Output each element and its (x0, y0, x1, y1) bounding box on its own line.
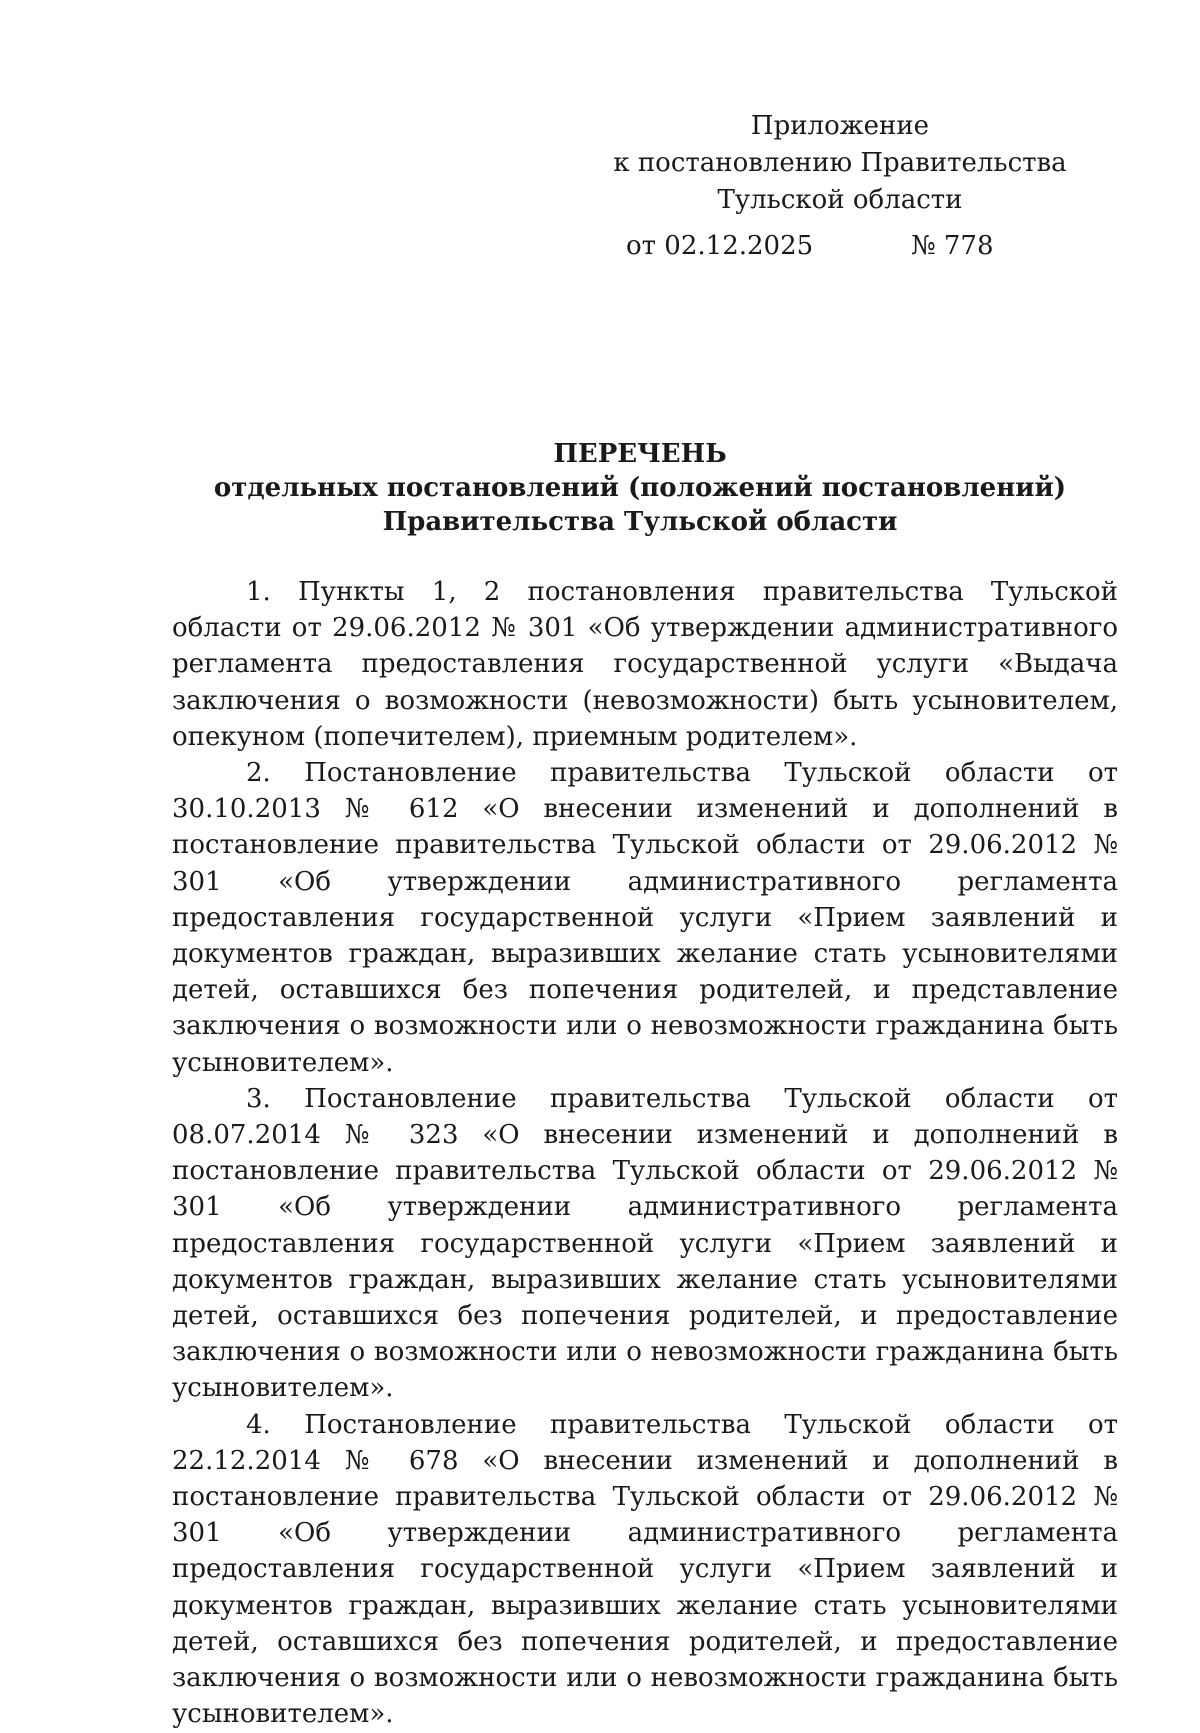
appendix-region: Тульской области (717, 185, 963, 215)
appendix-block (610, 108, 1070, 219)
heading-authority: Правительства Тульской области (382, 507, 898, 537)
list-item-1: 1. Пункты 1, 2 постановления правительства Тульской области от 29.06.2012 № 301 «Об утверждении административного регламента предоставления государственной услуги «Выдача заключения о возможности (невозможности) быть усыновителем, опекуном (попечителем), приемным родителем». (172, 577, 1118, 752)
appendix-subtitle: к постановлению Правительства (613, 148, 1067, 178)
list-item-3: 3. Постановление правительства Тульской области от 08.07.2014 № 323 «О внесении изменений и дополнений в постановление правительства Тульской области от 29.06.2012 № 301 «Об утверждении административного регламента предоставления государственной услуги «Прием заявлений и документов граждан, выразивших желание стать усыновителями детей, оставшихся без попечения родителей, и предоставление заключения о возможности или о невозможности гражданина быть усыновителем». (172, 1083, 1118, 1404)
list-item-4: 4. Постановление правительства Тульской области от 22.12.2014 № 678 «О внесении изменений и дополнений в постановление правительства Тульской области от 29.06.2012 № 301 «Об утверждении административного регламента предоставления государственной услуги «Прием заявлений и документов граждан, выразивших желание стать усыновителями детей, оставшихся без попечения родителей, и предоставление заключения о возможности или о невозможности гражданина быть усыновителем». (172, 1409, 1118, 1730)
document-date: от 02.12.2025 (626, 231, 814, 261)
document-number: № 778 (911, 231, 994, 261)
appendix-title: Приложение (750, 111, 930, 141)
list-item-2: 2. Постановление правительства Тульской области от 30.10.2013 № 612 «О внесении изменений и дополнений в постановление правительства Тульской области от 29.06.2012 № 301 «Об утверждении административного регламента предоставления государственной услуги «Прием заявлений и документов граждан, выразивших желание стать усыновителями детей, оставшихся без попечения родителей, и представление заключения о возможности или о невозможности гражданина быть усыновителем». (172, 758, 1118, 1078)
document-heading (170, 437, 1110, 539)
document-body (172, 574, 1118, 1733)
heading-title: ПЕРЕЧЕНЬ (553, 439, 727, 469)
heading-subtitle: отдельных постановлений (положений постановлений) (213, 473, 1067, 503)
